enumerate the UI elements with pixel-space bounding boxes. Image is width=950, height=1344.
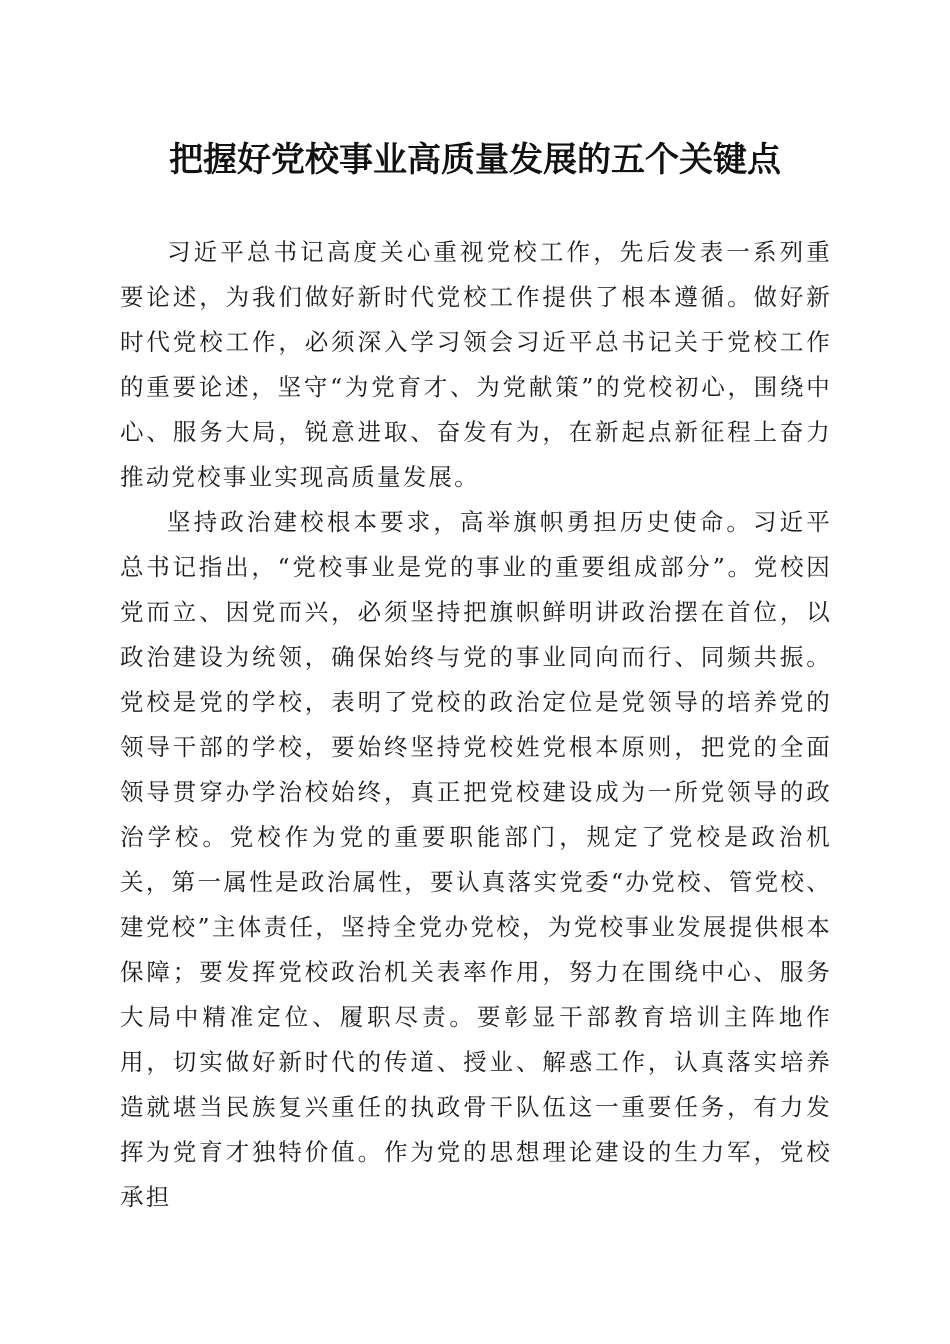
document-title: 把握好党校事业高质量发展的五个关键点	[169, 140, 781, 180]
document-body	[120, 230, 832, 1220]
paragraph-political-building: 坚持政治建校根本要求，高举旗帜勇担历史使命。习近平总书记指出，“党校事业是党的事业的重要组成部分”。党校因党而立、因党而兴，必须坚持把旗帜鲜明讲政治摆在首位，以政治建设为统领，确保始终与党的事业同向而行、同频共振。党校是党的学校，表明了党校的政治定位是党领导的培养党的领导干部的学校，要始终坚持党校姓党根本原则，把党的全面领导贯穿办学治校始终，真正把党校建设成为一所党领导的政治学校。党校作为党的重要职能部门，规定了党校是政治机关，第一属性是政治属性，要认真落实党委“办党校、管党校、建党校”主体责任，坚持全党办党校，为党校事业发展提供根本保障；要发挥党校政治机关表率作用，努力在围绕中心、服务大局中精准定位、履职尽责。要彰显干部教育培训主阵地作用，切实做好新时代的传道、授业、解惑工作，认真落实培养造就堪当民族复兴重任的执政骨干队伍这一重要任务，有力发挥为党育才独特价值。作为党的思想理论建设的生力军，党校承担	[120, 508, 832, 1211]
paragraph-intro: 习近平总书记高度关心重视党校工作，先后发表一系列重要论述，为我们做好新时代党校工作提供了根本遵循。做好新时代党校工作，必须深入学习领会习近平总书记关于党校工作的重要论述，坚守“为党育才、为党献策”的党校初心，围绕中心、服务大局，锐意进取、奋发有为，在新起点新征程上奋力推动党校事业实现高质量发展。	[120, 238, 832, 491]
